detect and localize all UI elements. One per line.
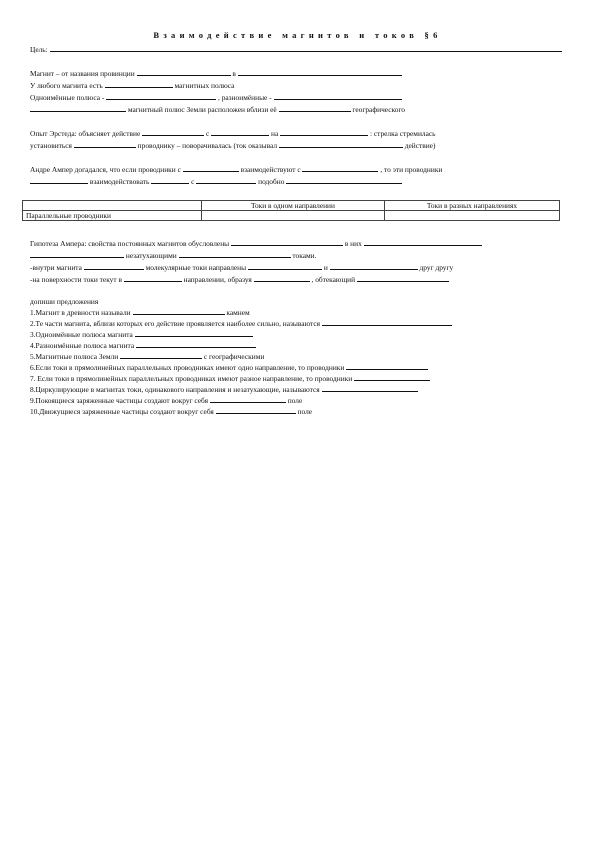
magnet-poles-count-blank[interactable] (105, 80, 173, 88)
oersted-action-blank[interactable] (142, 128, 204, 136)
hypothesis-in-them-blank[interactable] (364, 238, 482, 246)
sentence-8-blank[interactable] (322, 384, 418, 392)
hypothesis-blank-a[interactable] (30, 250, 124, 258)
ampere-line-1 (30, 164, 442, 176)
cell-same-direction[interactable] (202, 211, 385, 221)
hypothesis-line-3 (30, 262, 453, 274)
sentence-6-text: 6.Если токи в прямолинейных параллельных проводниках имеют одно направление, то проводники (30, 363, 345, 372)
sentence-6 (30, 362, 428, 374)
oersted-with-text: с (205, 129, 210, 138)
ampere-text: Андре Ампер догадался, что если проводники с (30, 165, 181, 174)
forming-text: направлении, образуя (183, 275, 252, 284)
oersted-with-blank[interactable] (211, 128, 269, 136)
sentence-10 (30, 406, 312, 418)
oersted-effect-blank[interactable] (279, 140, 403, 148)
complete-title: допиши предложения (30, 297, 99, 306)
sentence-8 (30, 384, 418, 396)
header-same-direction: Токи в одном направлении (202, 201, 385, 211)
forming-blank[interactable] (254, 274, 310, 282)
molecular-currents-text: молекулярные токи направлены (145, 263, 247, 272)
hypothesis-cause-blank[interactable] (231, 238, 343, 246)
hypothesis-line-1 (30, 238, 482, 250)
table-row (23, 211, 560, 221)
earth-geo-text: географического (352, 105, 405, 114)
magnet-origin-text: Магнит – от названия провинции (30, 69, 135, 78)
table-header-row (23, 201, 560, 211)
inside-magnet-text: -внутри магнита (30, 263, 82, 272)
oersted-line-1 (30, 128, 436, 140)
magnet-place-blank[interactable] (238, 68, 402, 76)
hypothesis-line-4 (30, 274, 449, 286)
inside-magnet-blank[interactable] (84, 262, 144, 270)
sentence-9-blank[interactable] (210, 395, 286, 403)
ampere-with-blank-2[interactable] (196, 176, 256, 184)
ampere-with-blank-1[interactable] (151, 176, 189, 184)
header-diff-direction: Токи в разных направлениях (385, 201, 560, 211)
oersted-text: Опыт Эрстеда: объясняет действие (30, 129, 141, 138)
and-text: и (323, 263, 328, 272)
row-label-parallel: Параллельные проводники (23, 211, 202, 221)
like-poles-blank[interactable] (106, 92, 216, 100)
parallel-wires-table (22, 200, 560, 221)
goal-line (30, 44, 562, 56)
ampere-must-blank[interactable] (30, 176, 88, 184)
sentence-8-text: 8.Циркулирующие в магнитах токи, одинакового направления и незатухающие, называются (30, 385, 320, 394)
oersted-effect-text: действие) (404, 141, 436, 150)
oersted-needle-text: : стрелка стремилась (369, 129, 436, 138)
hypothesis-blank-b[interactable] (179, 250, 291, 258)
sentence-10-text: 10.Движущиеся заряженные частицы создают вокруг себя (30, 407, 214, 416)
sentence-5-suffix: с географическими (203, 352, 265, 361)
sentence-3-text: 3.Одноимённые полюса магнита (30, 330, 133, 339)
table-empty-cell (23, 201, 202, 211)
ampere-interact-text: взаимодействуют с (240, 165, 301, 174)
cell-diff-direction[interactable] (385, 211, 560, 221)
earth-pole-text: магнитный полюс Земли расположен вблизи её (127, 105, 277, 114)
magnet-poles-suffix: магнитных полюса (174, 81, 235, 90)
magnet-line-1 (30, 68, 402, 80)
sentence-7 (30, 373, 430, 385)
sentence-3 (30, 329, 253, 341)
sentence-10-blank[interactable] (216, 406, 296, 414)
ampere-then-text: , то эти проводники (380, 165, 443, 174)
sentence-7-blank[interactable] (354, 373, 430, 381)
sentence-5 (30, 351, 264, 363)
earth-pole-blank[interactable] (30, 104, 126, 112)
sentence-4-blank[interactable] (136, 340, 256, 348)
sentence-1-suffix: камнем (226, 308, 250, 317)
magnet-line-2 (30, 80, 234, 92)
unlike-poles-blank[interactable] (274, 92, 402, 100)
earth-geo-blank[interactable] (279, 104, 351, 112)
sentence-9-text: 9.Покоящиеся заряженные частицы создают вокруг себя (30, 396, 209, 405)
sentence-4 (30, 340, 256, 352)
sentence-2-text: 2.Те части магнита, вблизи которых его действие проявляется наиболее сильно, называются (30, 319, 320, 328)
sentence-2 (30, 318, 452, 330)
sentence-1-blank[interactable] (133, 307, 225, 315)
worksheet-title: Взаимодействие магнитов и токов §6 (153, 30, 442, 40)
hypothesis-in-them-text: в них (344, 239, 362, 248)
hypothesis-text: Гипотеза Ампера: свойства постоянных магнитов обусловлены (30, 239, 230, 248)
ampere-like-text: подобно (258, 177, 285, 186)
each-other-blank[interactable] (330, 262, 418, 270)
sentence-5-text: 5.Магнитные полюса Земли (30, 352, 119, 361)
flowing-around-blank[interactable] (357, 274, 449, 282)
sentence-1-text: 1.Магнит в древности называли (30, 308, 131, 317)
surface-currents-text: -на поверхности токи текут в (30, 275, 122, 284)
sentence-5-blank[interactable] (120, 351, 202, 359)
oersted-on-blank[interactable] (280, 128, 368, 136)
sentence-3-blank[interactable] (135, 329, 253, 337)
ampere-interact-blank[interactable] (302, 164, 378, 172)
hypothesis-line-2 (30, 250, 317, 262)
oersted-on-text: на (270, 129, 279, 138)
unlike-poles-text: , разноимённые - (218, 93, 272, 102)
hypothesis-undamped-text: незатухающими (125, 251, 177, 260)
magnet-province-blank[interactable] (137, 68, 231, 76)
ampere-wire-blank[interactable] (183, 164, 239, 172)
goal-label: Цель: (30, 45, 48, 54)
oersted-set-text: установиться (30, 141, 72, 150)
ampere-like-blank[interactable] (286, 176, 402, 184)
oersted-line-2 (30, 140, 435, 152)
ampere-line-2 (30, 176, 402, 188)
sentence-9 (30, 395, 302, 407)
goal-blank[interactable] (50, 44, 562, 52)
oersted-set-blank[interactable] (74, 140, 136, 148)
magnet-in-text: в (232, 69, 236, 78)
magnet-line-3 (30, 92, 402, 104)
sentence-10-suffix: поле (297, 407, 313, 416)
oersted-turn-text: проводнику – поворачивалась (ток оказывал (137, 141, 278, 150)
flowing-around-text: , обтекающий (311, 275, 356, 284)
sentence-4-text: 4.Разноимённые полюса магнита (30, 341, 135, 350)
sentence-7-text: 7. Если токи в прямолинейных параллельных проводниках имеют разное направление, то проводники (30, 374, 353, 383)
surface-dir-blank[interactable] (124, 274, 182, 282)
magnet-poles-text: У любого магнита есть (30, 81, 103, 90)
each-other-text: друг другу (419, 263, 454, 272)
ampere-interact-text-2: взаимодействовать (89, 177, 150, 186)
sentence-1 (30, 307, 250, 319)
sentence-6-blank[interactable] (346, 362, 428, 370)
molecular-dir-blank[interactable] (248, 262, 322, 270)
ampere-with-text: с (191, 177, 195, 186)
sentence-9-suffix: поле (287, 396, 303, 405)
like-poles-text: Одноимённые полюса - (30, 93, 105, 102)
sentence-2-blank[interactable] (322, 318, 452, 326)
magnet-line-4 (30, 104, 405, 116)
hypothesis-currents-text: токами. (292, 251, 317, 260)
